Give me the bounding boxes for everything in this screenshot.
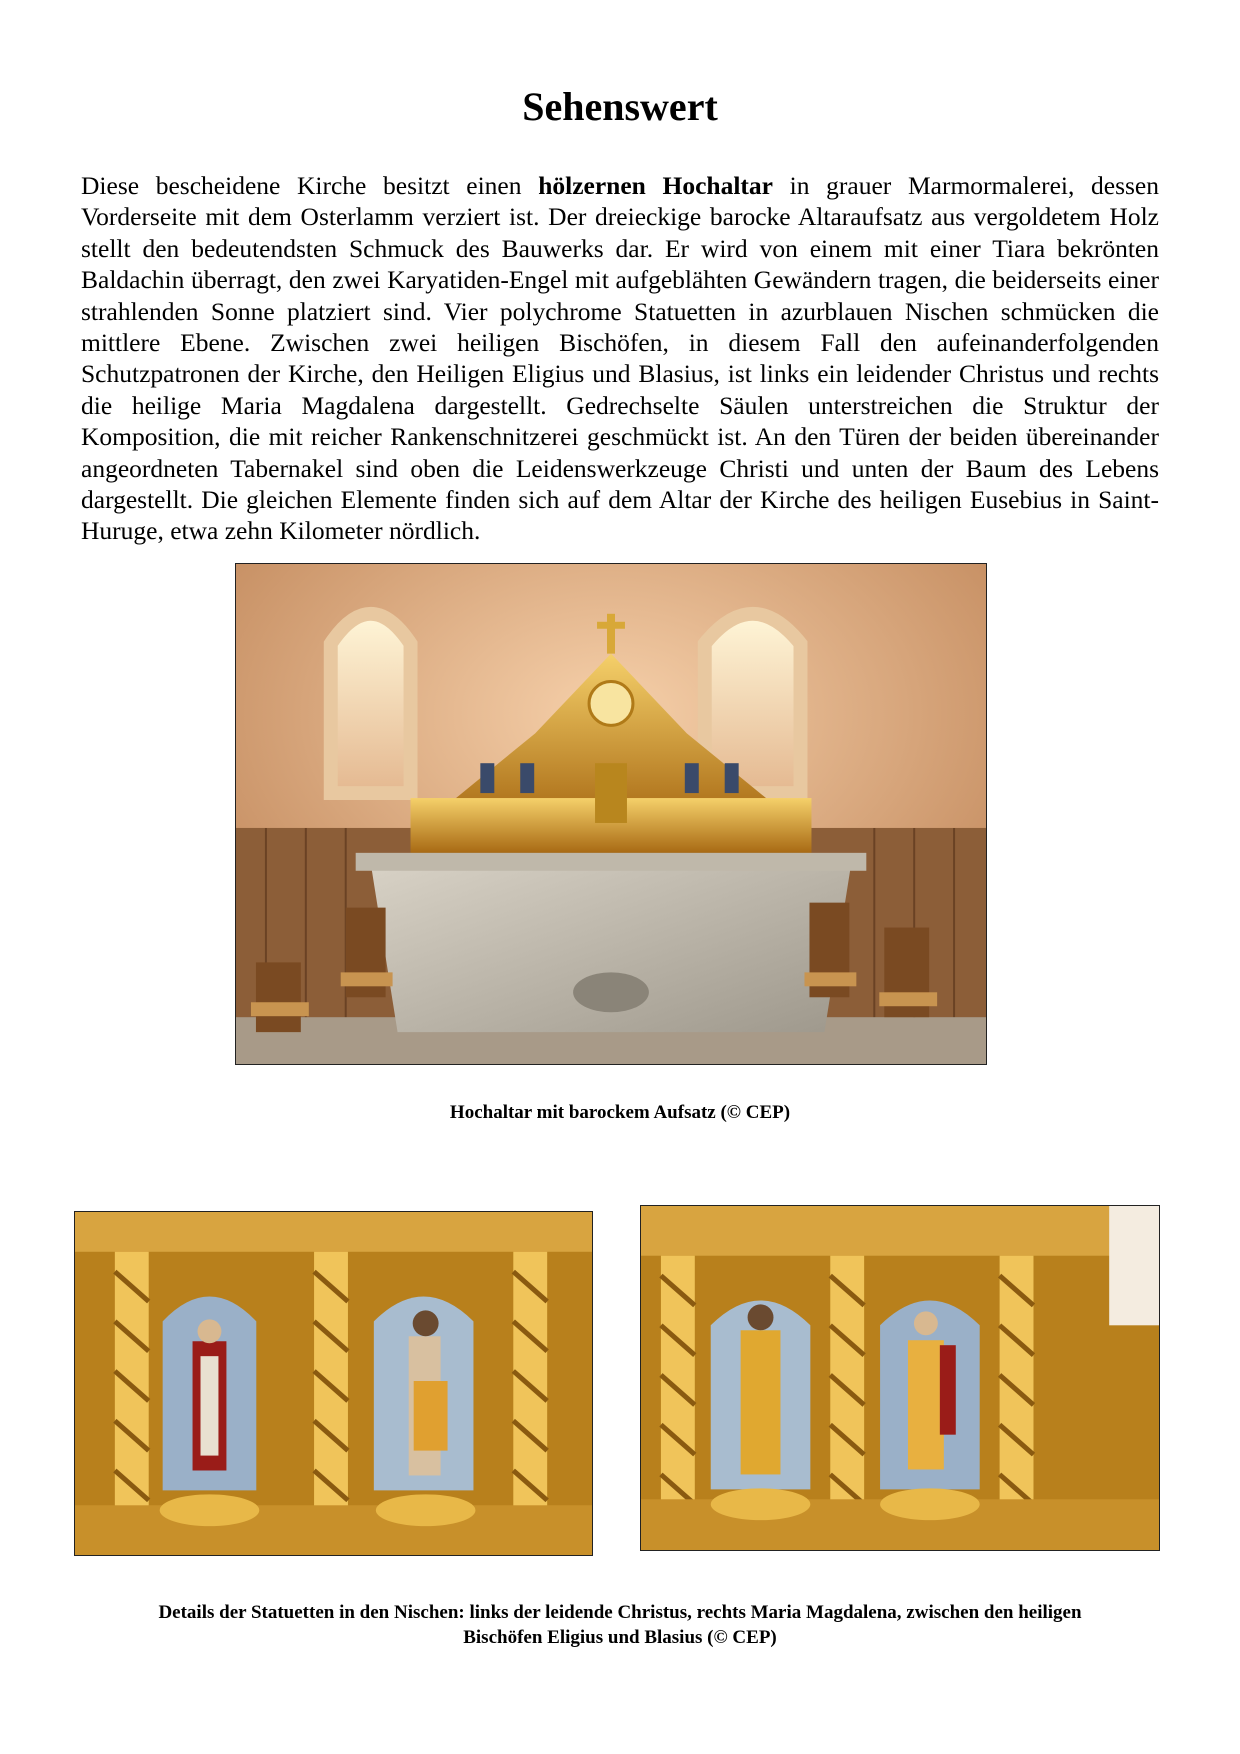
altar-caption: Hochaltar mit barockem Aufsatz (© CEP) — [449, 1102, 791, 1123]
altar-photo — [235, 563, 987, 1065]
details-caption-line2: Bischöfen Eligius und Blasius (© CEP) — [463, 1627, 777, 1648]
details-caption — [0, 1600, 1240, 1650]
detail-photo-left — [74, 1211, 593, 1556]
body-paragraph — [81, 170, 1159, 547]
page-title: Sehenswert — [522, 84, 718, 129]
paragraph-emphasis: hölzernen Hochaltar — [538, 171, 773, 200]
paragraph-rest: in grauer Marmormalerei, dessen Vorderseite mit dem Osterlamm verziert ist. Der dreieckige barocke Altaraufsatz aus vergoldetem Holz stellt den bedeutendsten Schmuck des Bauwerks dar. Er wird von einem mit einer Tiara bekrönten Baldachin überragt, den zwei Karyatiden-Engel mit aufgeblähten Gewändern tragen, die beiderseits einer strahlenden Sonne platziert sind. Vier polychrome Statuetten in azurblauen Nischen schmücken die mittlere Ebene. Zwischen zwei heiligen Bischöfen, in diesem Fall den aufeinanderfolgenden Schutzpatronen der Kirche, den Heiligen Eligius und Blasius, ist links ein leidender Christus und rechts die heilige Maria Magdalena dargestellt. Gedrechselte Säulen unterstreichen die Struktur der Komposition, die mit reicher Rankenschnitzerei geschmückt ist. An den Türen der beiden übereinander angeordneten Tabernakel sind oben die Leidenswerkzeuge Christi und unten der Baum des Lebens dargestellt. Die gleichen Elemente finden sich auf dem Altar der Kirche des heiligen Eusebius in Saint-Huruge, etwa zehn Kilometer nördlich. — [81, 171, 1160, 546]
detail-photo-right — [640, 1205, 1160, 1551]
paragraph-intro: Diese bescheidene Kirche besitzt einen — [81, 171, 539, 200]
details-caption-line1: Details der Statuetten in den Nischen: links der leidende Christus, rechts Maria Magdalena, zwischen den heiligen — [158, 1602, 1082, 1623]
